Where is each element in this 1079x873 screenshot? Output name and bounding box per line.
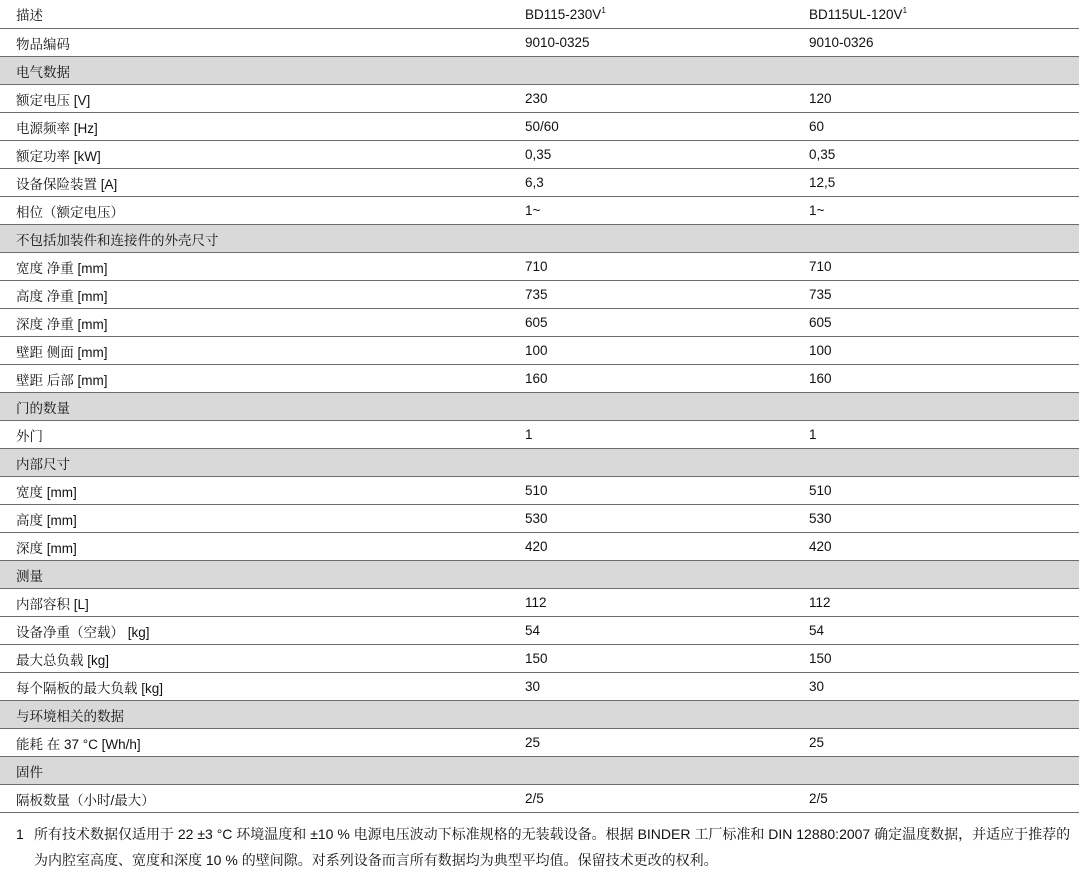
- table-row: [0, 309, 1079, 337]
- value-model-a: 2/5: [509, 785, 793, 813]
- spec-label: 高度 净重 [mm]: [0, 281, 509, 309]
- value-model-a: 30: [509, 673, 793, 701]
- value-model-b: 112: [793, 589, 1079, 617]
- table-row: [0, 29, 1079, 57]
- header-label: 描述: [0, 0, 509, 29]
- table-row: [0, 645, 1079, 673]
- value-model-a: 530: [509, 505, 793, 533]
- table-row: [0, 589, 1079, 617]
- spec-label: 外门: [0, 421, 509, 449]
- value-model-a: 1: [509, 421, 793, 449]
- table-row: [0, 421, 1079, 449]
- section-title: 内部尺寸: [0, 449, 1079, 477]
- section-title: 门的数量: [0, 393, 1079, 421]
- value-model-b: 100: [793, 337, 1079, 365]
- section-header-row: [0, 701, 1079, 729]
- value-model-a: 50/60: [509, 113, 793, 141]
- spec-label: 壁距 后部 [mm]: [0, 365, 509, 393]
- table-row: [0, 85, 1079, 113]
- table-row: [0, 785, 1079, 813]
- spec-label: 设备保险装置 [A]: [0, 169, 509, 197]
- value-model-b: 530: [793, 505, 1079, 533]
- spec-label: 设备净重（空载） [kg]: [0, 617, 509, 645]
- section-header-row: [0, 393, 1079, 421]
- table-row: [0, 673, 1079, 701]
- table-row: [0, 729, 1079, 757]
- value-model-a: 420: [509, 533, 793, 561]
- spec-label: 隔板数量（小时/最大）: [0, 785, 509, 813]
- value-model-b: 160: [793, 365, 1079, 393]
- spec-label: 宽度 [mm]: [0, 477, 509, 505]
- spec-label: 电源频率 [Hz]: [0, 113, 509, 141]
- value-model-a: 735: [509, 281, 793, 309]
- section-header-row: [0, 57, 1079, 85]
- value-model-b: 510: [793, 477, 1079, 505]
- section-title: 固件: [0, 757, 1079, 785]
- section-title: 不包括加装件和连接件的外壳尺寸: [0, 225, 1079, 253]
- value-model-a: 112: [509, 589, 793, 617]
- spec-label: 相位（额定电压）: [0, 197, 509, 225]
- table-row: [0, 253, 1079, 281]
- value-model-a: 100: [509, 337, 793, 365]
- value-model-a: 710: [509, 253, 793, 281]
- header-model-b: [793, 0, 1079, 29]
- section-header-row: [0, 449, 1079, 477]
- value-model-a: 0,35: [509, 141, 793, 169]
- section-title: 测量: [0, 561, 1079, 589]
- spec-label: 额定功率 [kW]: [0, 141, 509, 169]
- table-row: [0, 477, 1079, 505]
- value-model-b: 735: [793, 281, 1079, 309]
- table-row: [0, 533, 1079, 561]
- value-model-a: 510: [509, 477, 793, 505]
- model-a-footnote-ref: 1: [601, 6, 606, 15]
- table-header-row: [0, 0, 1079, 29]
- value-model-b: 30: [793, 673, 1079, 701]
- value-model-a: 150: [509, 645, 793, 673]
- value-model-b: 25: [793, 729, 1079, 757]
- section-title: 电气数据: [0, 57, 1079, 85]
- section-header-row: [0, 757, 1079, 785]
- value-model-a: 1~: [509, 197, 793, 225]
- spec-label: 宽度 净重 [mm]: [0, 253, 509, 281]
- spec-label: 每个隔板的最大负载 [kg]: [0, 673, 509, 701]
- value-model-a: 160: [509, 365, 793, 393]
- value-model-b: 60: [793, 113, 1079, 141]
- footnote-text: 所有技术数据仅适用于 22 ±3 °C 环境温度和 ±10 % 电源电压波动下标准规格的无装载设备。根据 BINDER 工厂标准和 DIN 12880:2007 确定温度数据，并适应于推荐的为内腔室高度、宽度和深度 10 % 的壁间隙。对系列设备而言所有数据均为典型平均值。保留技术更改的权利。: [34, 826, 1071, 868]
- model-b-footnote-ref: 1: [902, 6, 908, 15]
- header-model-a: [509, 0, 793, 29]
- spec-label: 物品编码: [0, 29, 509, 57]
- table-row: [0, 505, 1079, 533]
- table-row: [0, 141, 1079, 169]
- value-model-b: 710: [793, 253, 1079, 281]
- footnote-number: 1: [16, 826, 24, 842]
- value-model-a: 25: [509, 729, 793, 757]
- value-model-b: 54: [793, 617, 1079, 645]
- model-a-name: BD115-230V: [525, 7, 602, 22]
- spec-label: 内部容积 [L]: [0, 589, 509, 617]
- value-model-a: 605: [509, 309, 793, 337]
- table-row: [0, 113, 1079, 141]
- value-model-a: 230: [509, 85, 793, 113]
- model-b-name: BD115UL-120V: [809, 7, 903, 22]
- table-row: [0, 617, 1079, 645]
- spec-label: 深度 [mm]: [0, 533, 509, 561]
- spec-label: 高度 [mm]: [0, 505, 509, 533]
- section-header-row: [0, 225, 1079, 253]
- value-model-b: 9010-0326: [793, 29, 1079, 57]
- section-header-row: [0, 561, 1079, 589]
- value-model-b: 1: [793, 421, 1079, 449]
- value-model-a: 54: [509, 617, 793, 645]
- table-row: [0, 169, 1079, 197]
- value-model-b: 120: [793, 85, 1079, 113]
- value-model-b: 1~: [793, 197, 1079, 225]
- table-row: [0, 197, 1079, 225]
- value-model-b: 12,5: [793, 169, 1079, 197]
- spec-label: 能耗 在 37 °C [Wh/h]: [0, 729, 509, 757]
- footnote: [0, 821, 1079, 873]
- value-model-b: 0,35: [793, 141, 1079, 169]
- section-title: 与环境相关的数据: [0, 701, 1079, 729]
- table-row: [0, 365, 1079, 393]
- value-model-b: 420: [793, 533, 1079, 561]
- value-model-a: 9010-0325: [509, 29, 793, 57]
- value-model-b: 150: [793, 645, 1079, 673]
- spec-label: 壁距 侧面 [mm]: [0, 337, 509, 365]
- table-row: [0, 337, 1079, 365]
- spec-label: 深度 净重 [mm]: [0, 309, 509, 337]
- value-model-b: 605: [793, 309, 1079, 337]
- value-model-a: 6,3: [509, 169, 793, 197]
- value-model-b: 2/5: [793, 785, 1079, 813]
- spec-label: 额定电压 [V]: [0, 85, 509, 113]
- table-row: [0, 281, 1079, 309]
- spec-label: 最大总负载 [kg]: [0, 645, 509, 673]
